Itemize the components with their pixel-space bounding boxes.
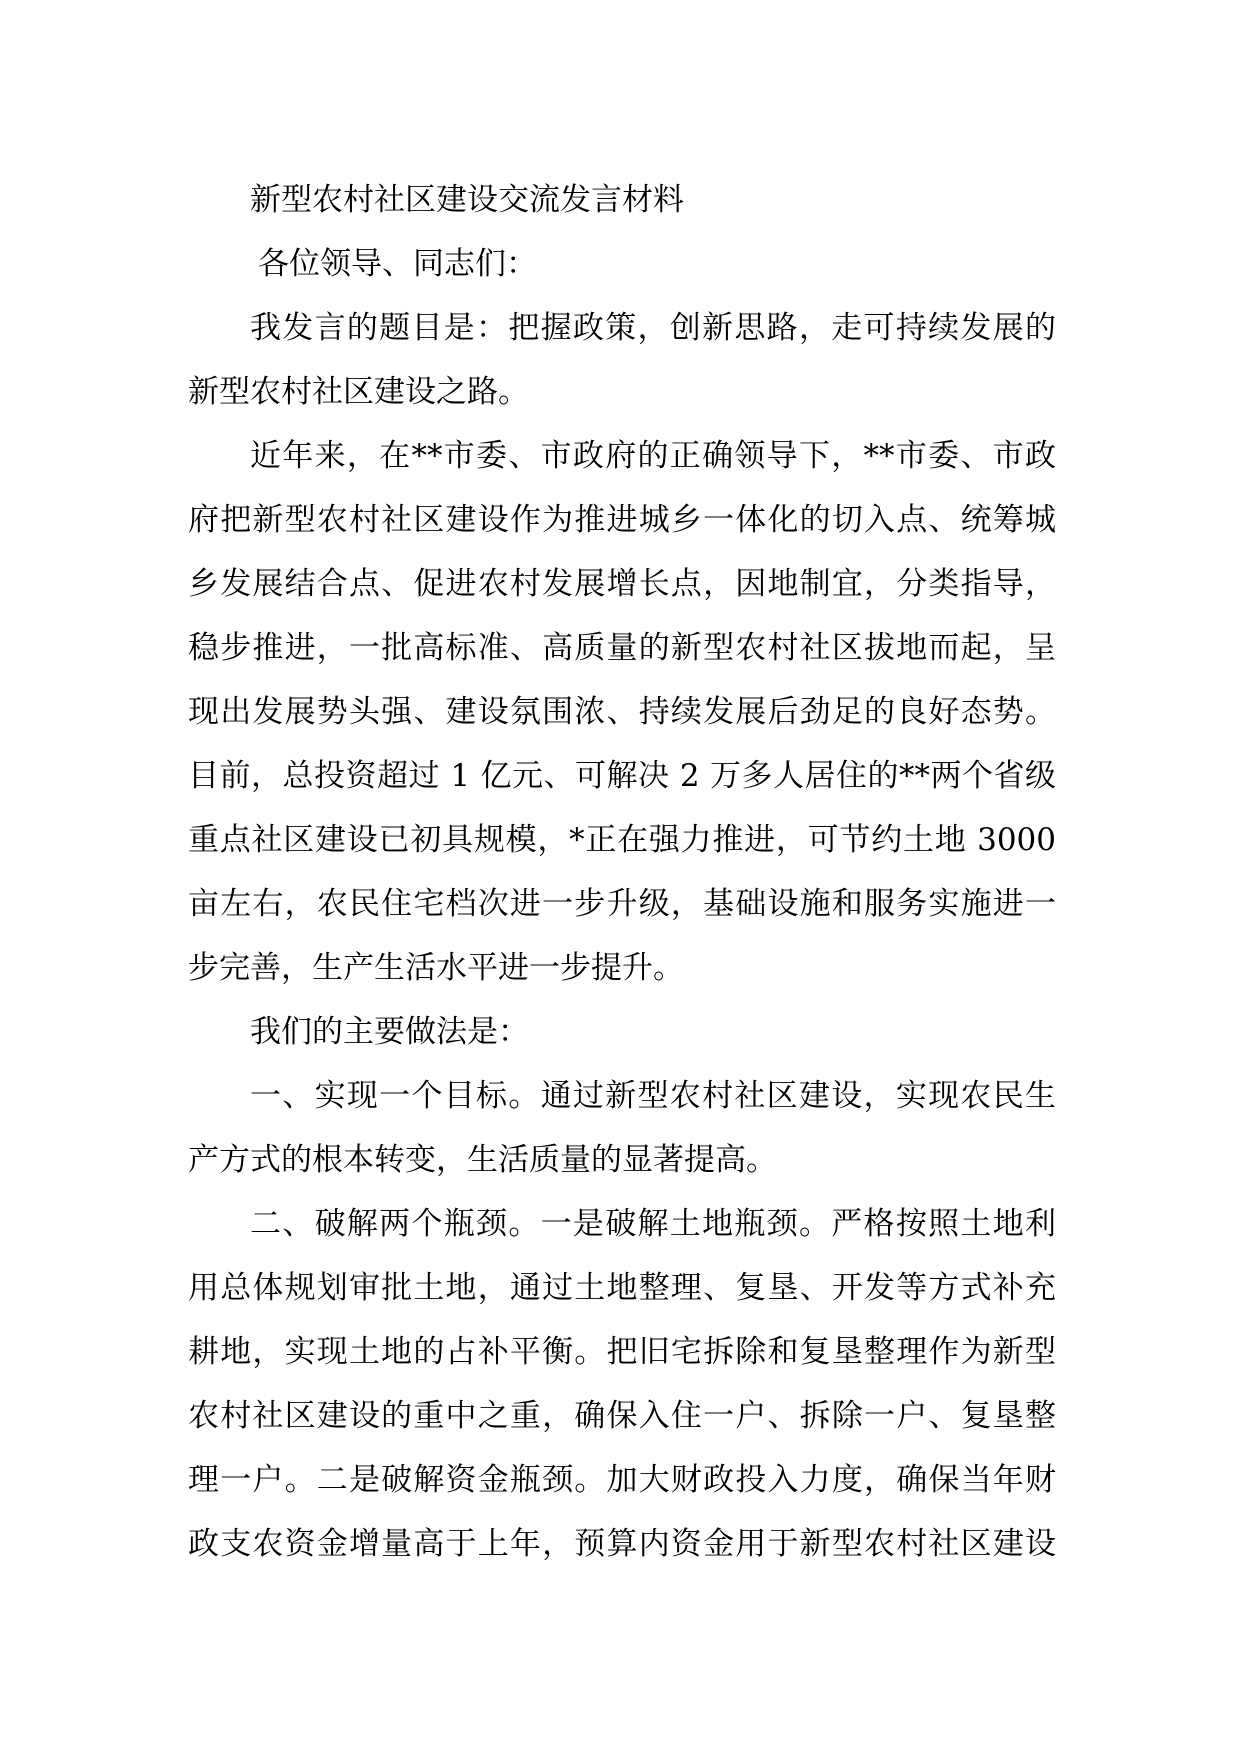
text-line: 亩左右，农民住宅档次进一步升级，基础设施和服务实施进一 [188, 886, 1056, 922]
text-line: 乡发展结合点、促进农村发展增长点，因地制宜，分类指导， [188, 566, 1056, 602]
text-line: 府把新型农村社区建设作为推进城乡一体化的切入点、统筹城 [188, 502, 1056, 538]
text-line: 农村社区建设的重中之重，确保入住一户、拆除一户、复垦整 [188, 1398, 1056, 1434]
text-line: 二、破解两个瓶颈。一是破解土地瓶颈。严格按照土地利 [250, 1206, 1056, 1242]
text-line: 近年来，在**市委、市政府的正确领导下，**市委、市政 [250, 438, 1056, 474]
text-line: 我们的主要做法是： [250, 1014, 529, 1050]
text-line: 步完善，生产生活水平进一步提升。 [188, 950, 684, 986]
paragraph-point-one [188, 1064, 1056, 1192]
paragraph-topic [188, 296, 1056, 424]
text-line: 稳步推进，一批高标准、高质量的新型农村社区拔地而起，呈 [188, 630, 1056, 666]
paragraph-methods-intro [188, 1000, 1056, 1064]
text-line: 政支农资金增量高于上年，预算内资金用于新型农村社区建设 [188, 1526, 1056, 1562]
text-line: 我发言的题目是：把握政策，创新思路，走可持续发展的 [250, 310, 1056, 346]
text-line: 理一户。二是破解资金瓶颈。加大财政投入力度，确保当年财 [188, 1462, 1056, 1498]
document-title: 新型农村社区建设交流发言材料 [250, 182, 684, 218]
paragraph-background [188, 424, 1056, 1000]
text-line: 重点社区建设已初具规模，*正在强力推进，可节约土地 3000 [188, 822, 1056, 858]
text-line: 耕地，实现土地的占补平衡。把旧宅拆除和复垦整理作为新型 [188, 1334, 1056, 1370]
text-line: 目前，总投资超过 1 亿元、可解决 2 万多人居住的**两个省级 [188, 758, 1056, 794]
text-line: 一、实现一个目标。通过新型农村社区建设，实现农民生 [250, 1078, 1056, 1114]
paragraph-point-two [188, 1192, 1056, 1576]
text-line: 产方式的根本转变，生活质量的显著提高。 [188, 1142, 777, 1178]
salutation: 各位领导、同志们： [258, 246, 537, 282]
text-line: 用总体规划审批土地，通过土地整理、复垦、开发等方式补充 [188, 1270, 1056, 1306]
document-body [188, 168, 1056, 1576]
text-line: 现出发展势头强、建设氛围浓、持续发展后劲足的良好态势。 [188, 694, 1056, 730]
text-line: 新型农村社区建设之路。 [188, 374, 529, 410]
